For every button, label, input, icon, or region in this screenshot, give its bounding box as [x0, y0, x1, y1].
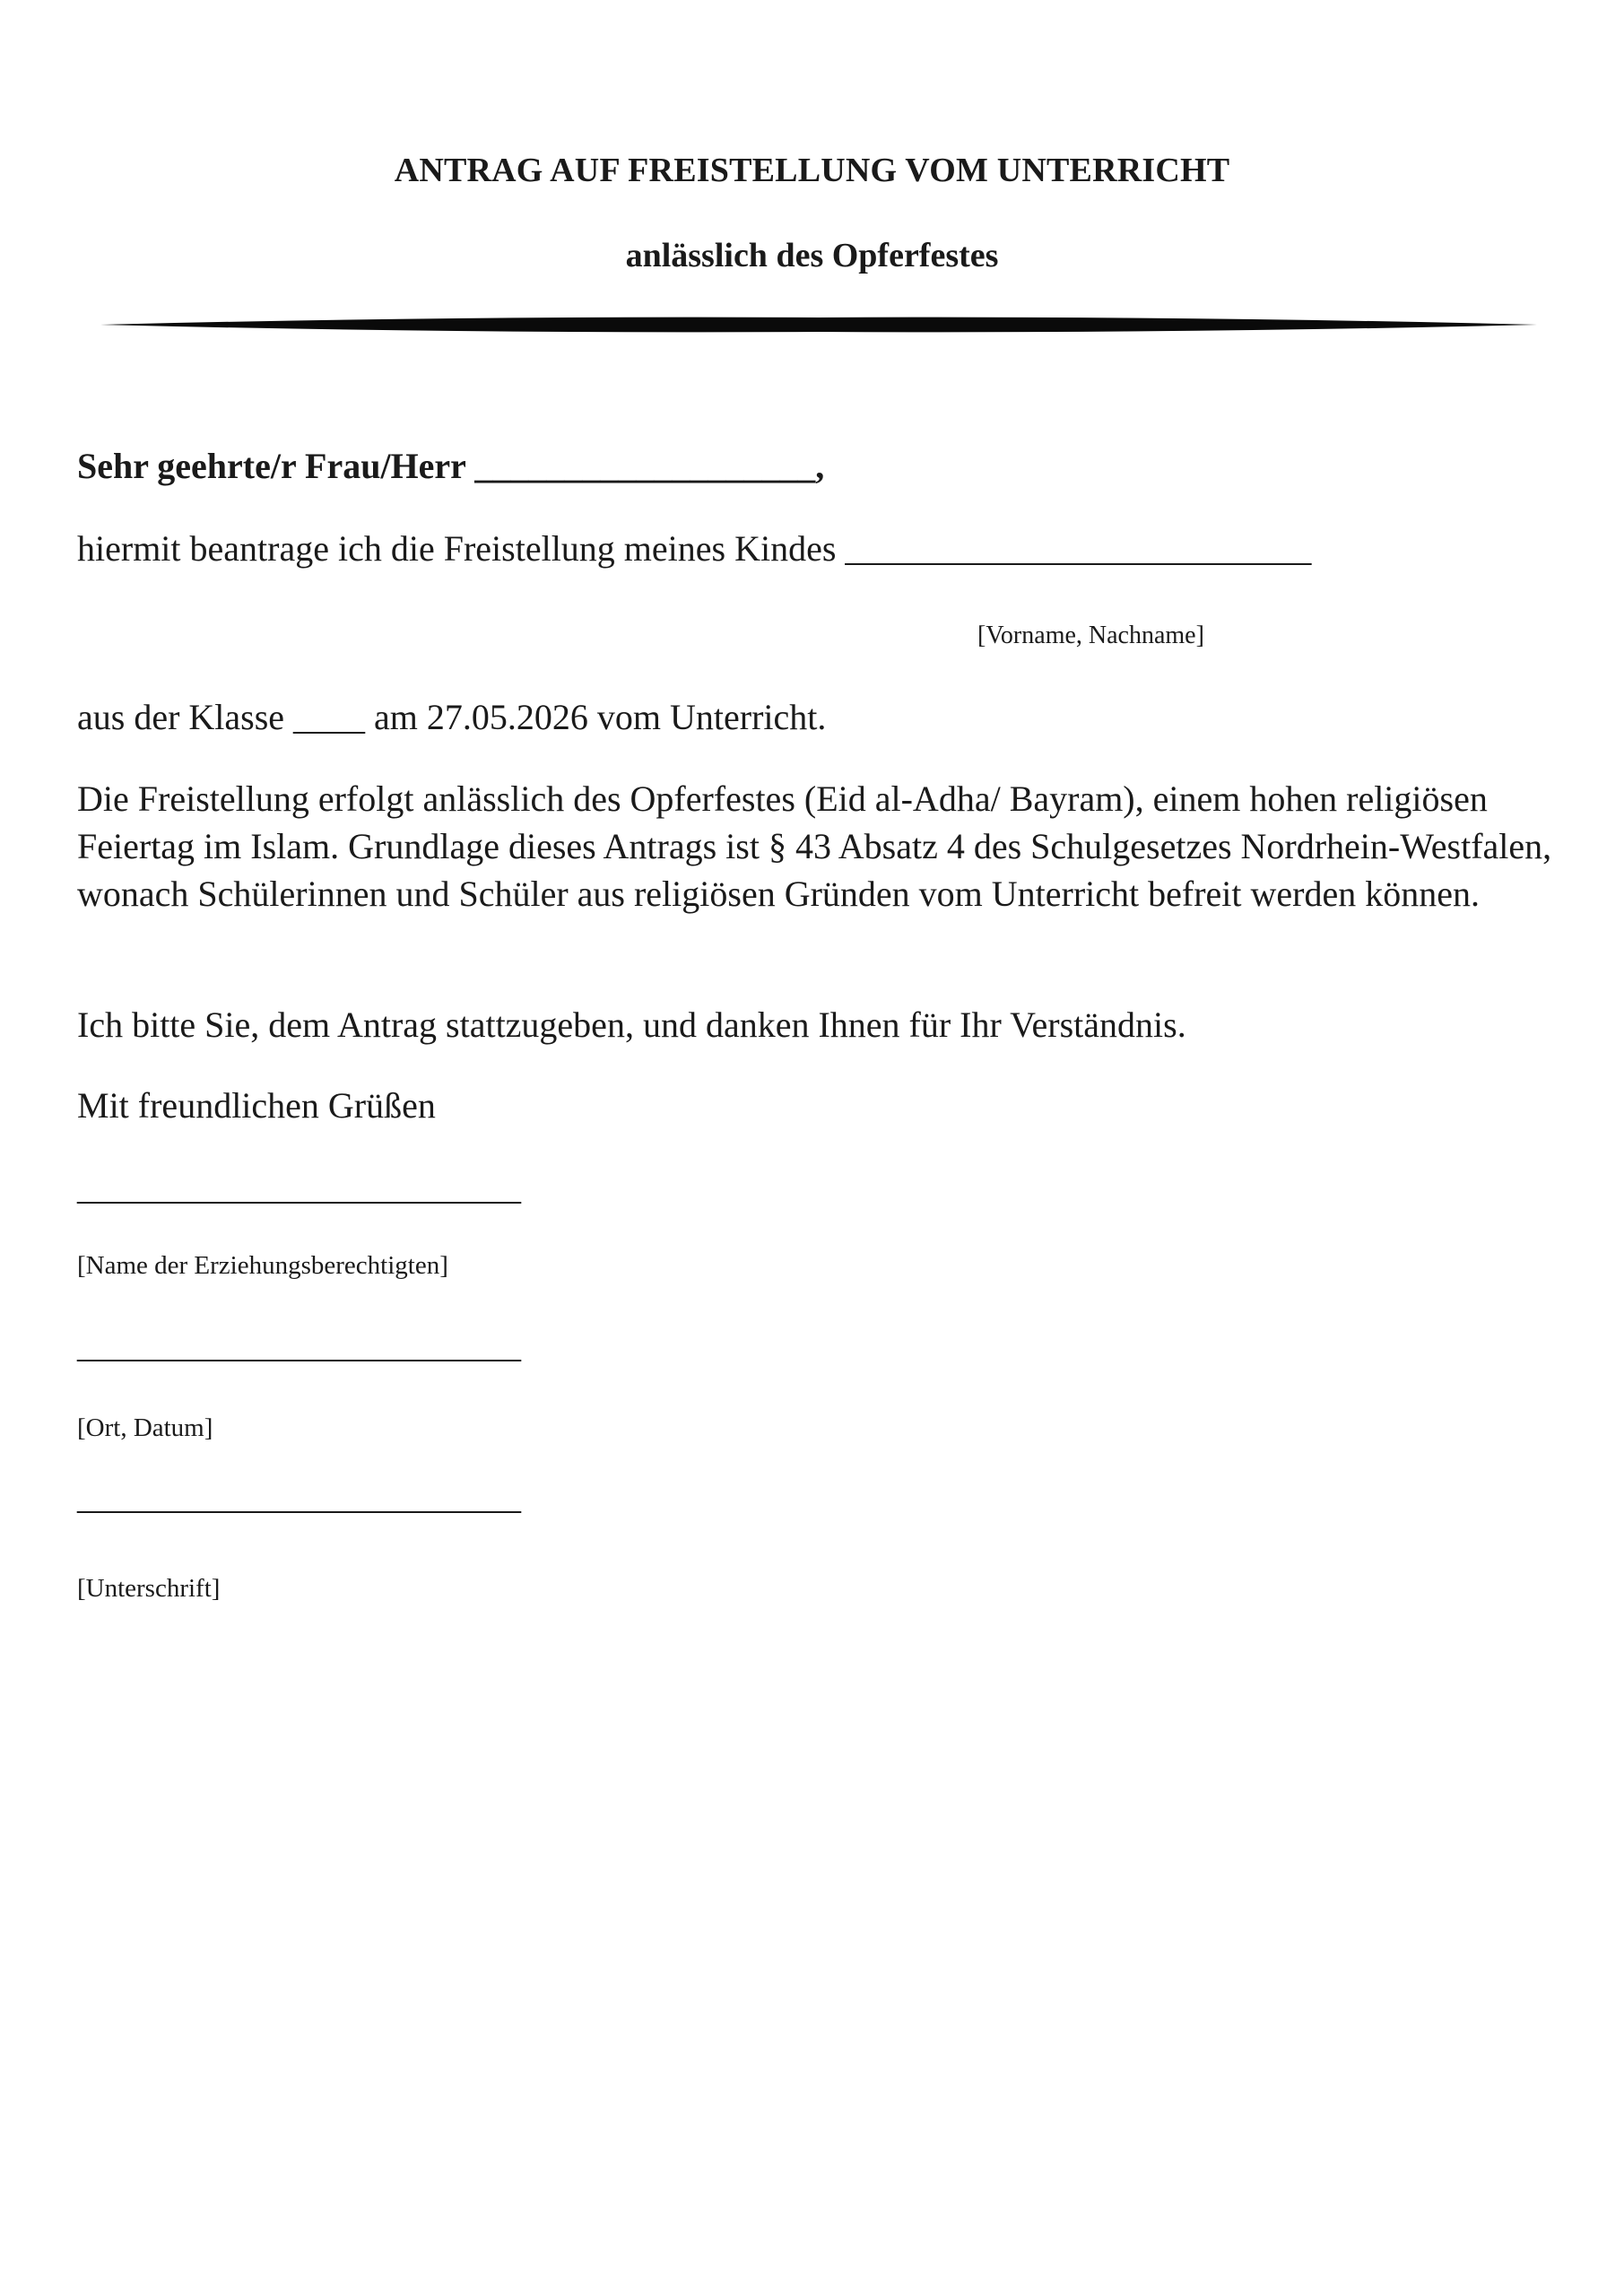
document-title: ANTRAG AUF FREISTELLUNG VOM UNTERRICHT [394, 152, 1230, 189]
closing-greeting: Mit freundlichen Grüßen [77, 1085, 436, 1126]
thanks-paragraph: Ich bitte Sie, dem Antrag stattzugeben, und danken Ihnen für Ihr Verständnis. [77, 1004, 1186, 1045]
guardian-name-line: __________________________ [77, 1167, 520, 1207]
place-date-caption: [Ort, Datum] [77, 1413, 213, 1442]
salutation: Sehr geehrte/r Frau/Herr ___________________, [77, 446, 825, 486]
request-line: hiermit beantrage ich die Freistellung meines Kindes __________________________ [77, 528, 1312, 569]
class-date-line: aus der Klasse ____ am 27.05.2026 vom Unterricht. [77, 697, 827, 737]
signature-line: __________________________ [77, 1476, 520, 1517]
signature-caption: [Unterschrift] [77, 1574, 221, 1603]
child-name-hint: [Vorname, Nachname] [977, 622, 1204, 649]
reason-paragraph: Die Freistellung erfolgt anlässlich des Opferfestes (Eid al-Adha/ Bayram), einem hohen religiösen Feiertag im Islam. Grundlage dieses Antrags ist § 43 Absatz 4 des Schulgesetzes Nordrhein-Westfalen, wonach Schülerinnen und Schüler aus religiösen Gründen vom Unterricht befreit werden können. [77, 778, 1552, 914]
document-subtitle: anlässlich des Opferfestes [625, 237, 999, 274]
guardian-name-caption: [Name der Erziehungsberechtigten] [77, 1251, 448, 1280]
title-divider [100, 316, 1537, 334]
place-date-line: __________________________ [77, 1325, 520, 1365]
